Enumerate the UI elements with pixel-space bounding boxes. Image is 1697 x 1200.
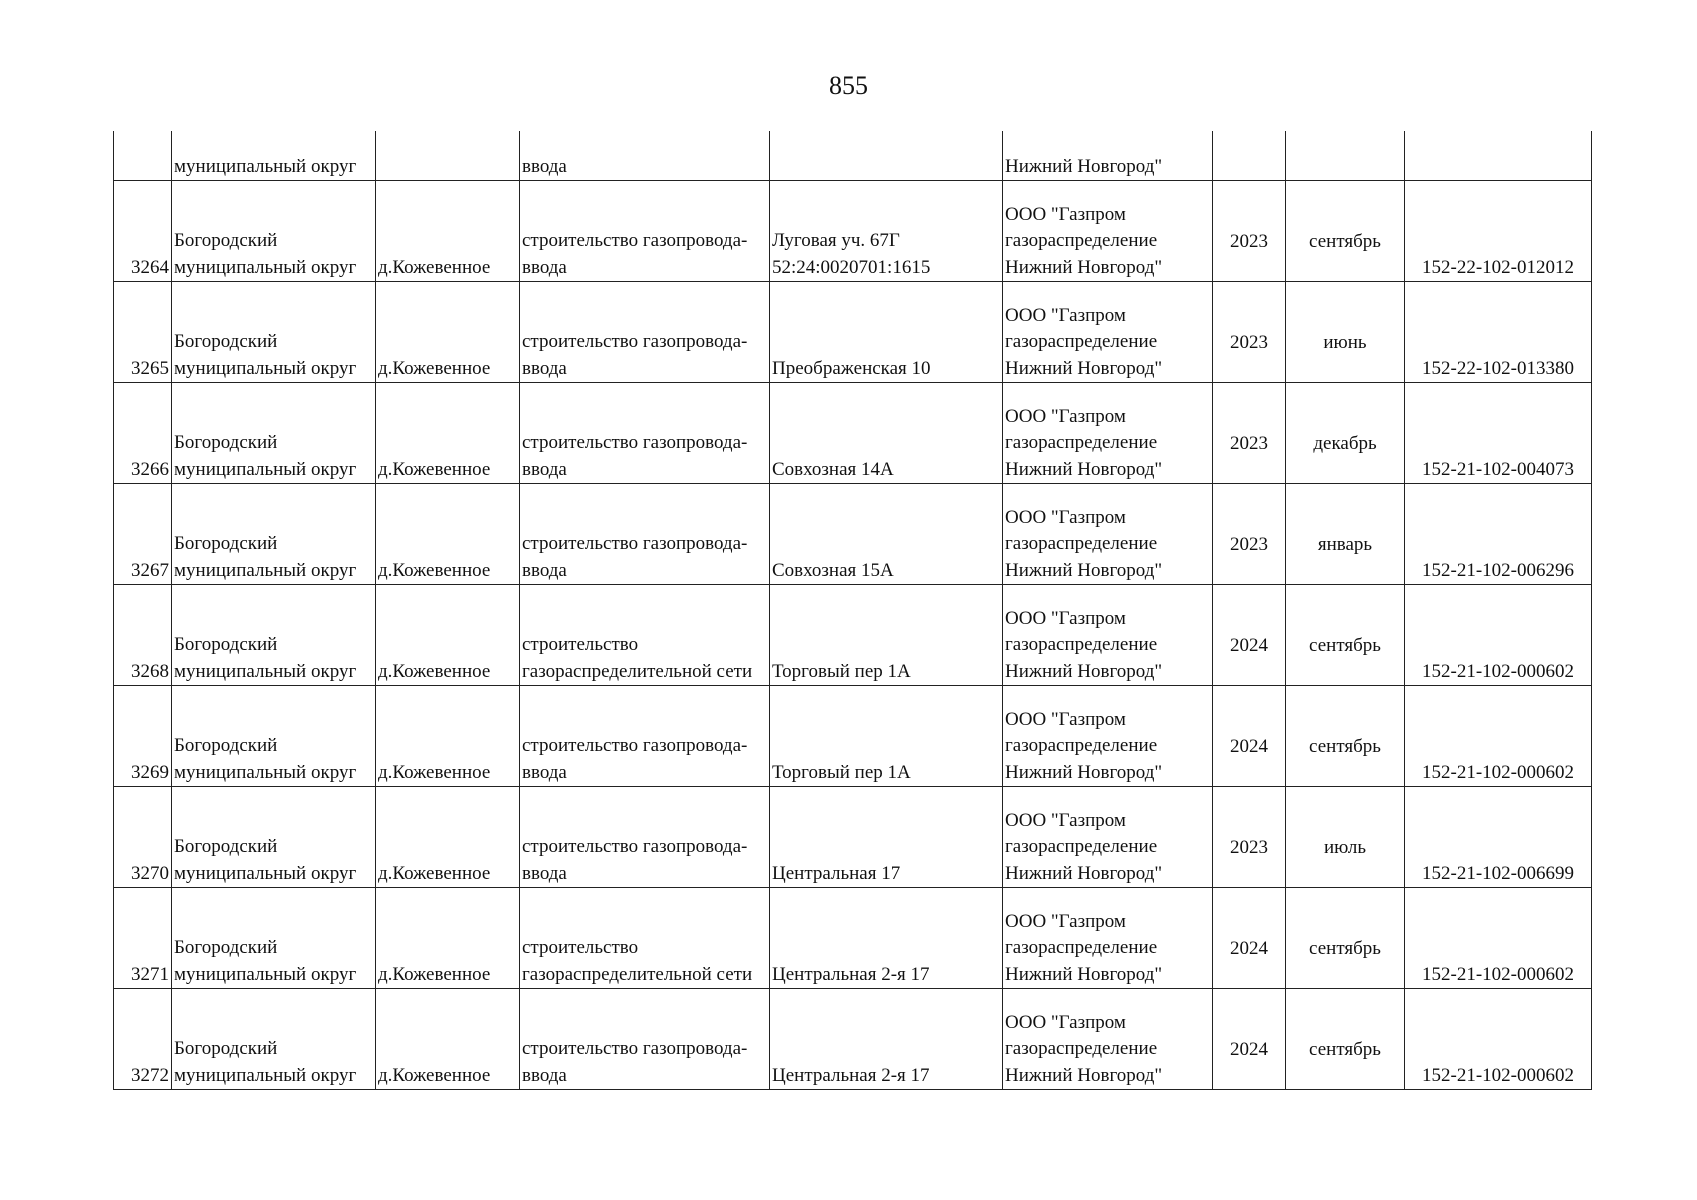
work-line: строительство газопровода-: [522, 735, 748, 756]
cell-district: [172, 131, 376, 181]
address-line: Торговый пер 1А: [772, 660, 911, 682]
table-row: [114, 282, 1592, 383]
cell-locality: д.Кожевенное: [376, 383, 520, 484]
cell-organization: [1003, 787, 1213, 888]
org-line: ООО "Газпром: [1005, 809, 1126, 831]
cell-work-type: [520, 484, 770, 585]
district-line: Богородский: [174, 634, 278, 655]
cell-code: [1405, 989, 1592, 1090]
cell-organization: [1003, 686, 1213, 787]
month-value: сентябрь: [1309, 1038, 1381, 1060]
district-line: муниципальный округ: [174, 559, 357, 581]
org-line: Нижний Новгород": [1005, 155, 1163, 177]
cell-month: [1286, 484, 1405, 585]
month-value: сентябрь: [1309, 735, 1381, 757]
work-line: строительство газопровода-: [522, 1038, 748, 1059]
address-line: Луговая уч. 67Г: [772, 230, 900, 251]
cell-year: [1213, 686, 1286, 787]
cell-organization: [1003, 585, 1213, 686]
continued-row: [114, 131, 1592, 181]
year-value: 2023: [1230, 533, 1268, 555]
code-value: 152-21-102-004073: [1422, 458, 1574, 480]
work-line: ввода: [522, 559, 567, 581]
district-line: муниципальный округ: [174, 256, 357, 278]
table-row: [114, 787, 1592, 888]
cell-district: [172, 383, 376, 484]
cell-locality: д.Кожевенное: [376, 686, 520, 787]
cell-code: [1405, 484, 1592, 585]
cell-work-type: [520, 181, 770, 282]
district-line: муниципальный округ: [174, 1064, 357, 1086]
org-line: ООО "Газпром: [1005, 506, 1126, 528]
cell-year: [1213, 585, 1286, 686]
district-line: муниципальный округ: [174, 862, 357, 884]
org-line: Нижний Новгород": [1005, 963, 1163, 985]
cell-year: [1213, 888, 1286, 989]
code-value: 152-21-102-000602: [1422, 761, 1574, 783]
cell-organization: [1003, 181, 1213, 282]
cell-work-type: [520, 888, 770, 989]
org-line: Нижний Новгород": [1005, 660, 1163, 682]
cell-work-type: [520, 131, 770, 181]
org-line: газораспределение: [1005, 331, 1158, 352]
cell-district: [172, 787, 376, 888]
table-row: [114, 585, 1592, 686]
cell-number: 3264: [114, 181, 172, 282]
cell-year: [1213, 131, 1286, 181]
cell-code: [1405, 686, 1592, 787]
work-line: строительство: [522, 937, 639, 958]
org-line: Нижний Новгород": [1005, 761, 1163, 783]
cell-organization: [1003, 888, 1213, 989]
org-line: ООО "Газпром: [1005, 910, 1126, 932]
code-value: 152-21-102-000602: [1422, 963, 1574, 985]
cell-organization: [1003, 989, 1213, 1090]
cell-code: [1405, 383, 1592, 484]
table-body: [114, 131, 1592, 1090]
district-line: Богородский: [174, 735, 278, 756]
cell-locality: д.Кожевенное: [376, 282, 520, 383]
work-line: строительство: [522, 634, 639, 655]
cell-work-type: [520, 686, 770, 787]
year-value: 2023: [1230, 331, 1268, 353]
work-line: ввода: [522, 256, 567, 278]
cell-month: [1286, 131, 1405, 181]
cell-number: 3266: [114, 383, 172, 484]
cell-month: [1286, 686, 1405, 787]
org-line: ООО "Газпром: [1005, 1011, 1126, 1033]
org-line: Нижний Новгород": [1005, 1064, 1163, 1086]
cell-locality: д.Кожевенное: [376, 787, 520, 888]
org-line: газораспределение: [1005, 735, 1158, 756]
code-value: 152-22-102-012012: [1422, 256, 1574, 278]
code-value: 152-22-102-013380: [1422, 357, 1574, 379]
cell-month: [1286, 383, 1405, 484]
org-line: газораспределение: [1005, 533, 1158, 554]
address-line: Центральная 17: [772, 862, 901, 884]
cell-number: [114, 131, 172, 181]
work-line: ввода: [522, 357, 567, 379]
org-line: ООО "Газпром: [1005, 304, 1126, 326]
cell-organization: [1003, 383, 1213, 484]
cell-year: [1213, 787, 1286, 888]
org-line: ООО "Газпром: [1005, 607, 1126, 629]
cell-address: [770, 686, 1003, 787]
district-line: Богородский: [174, 331, 278, 352]
org-line: газораспределение: [1005, 836, 1158, 857]
table-row: [114, 686, 1592, 787]
cell-code: [1405, 131, 1592, 181]
org-line: газораспределение: [1005, 634, 1158, 655]
cell-organization: [1003, 484, 1213, 585]
cell-organization: [1003, 282, 1213, 383]
cell-district: [172, 282, 376, 383]
cell-work-type: [520, 282, 770, 383]
cell-code: [1405, 585, 1592, 686]
cell-number: 3268: [114, 585, 172, 686]
district-line: муниципальный округ: [174, 761, 357, 783]
org-line: Нижний Новгород": [1005, 862, 1163, 884]
month-value: январь: [1317, 533, 1373, 555]
cell-code: [1405, 888, 1592, 989]
address-line: Торговый пер 1А: [772, 761, 911, 783]
cell-code: [1405, 282, 1592, 383]
org-line: Нижний Новгород": [1005, 256, 1163, 278]
work-line: строительство газопровода-: [522, 432, 748, 453]
org-line: газораспределение: [1005, 1038, 1158, 1059]
cell-locality: д.Кожевенное: [376, 181, 520, 282]
cell-organization: [1003, 131, 1213, 181]
org-line: ООО "Газпром: [1005, 405, 1126, 427]
org-line: газораспределение: [1005, 937, 1158, 958]
work-line: ввода: [522, 155, 567, 177]
district-line: муниципальный округ: [174, 458, 357, 480]
work-line: ввода: [522, 761, 567, 783]
table-row: [114, 484, 1592, 585]
cell-address: [770, 181, 1003, 282]
cell-number: 3272: [114, 989, 172, 1090]
work-line: ввода: [522, 458, 567, 480]
org-line: ООО "Газпром: [1005, 708, 1126, 730]
cell-work-type: [520, 383, 770, 484]
year-value: 2023: [1230, 230, 1268, 252]
gasification-registry-table: [113, 131, 1592, 1090]
district-line: муниципальный округ: [174, 357, 357, 379]
cell-number: 3271: [114, 888, 172, 989]
work-line: строительство газопровода-: [522, 836, 748, 857]
cell-address: [770, 282, 1003, 383]
cell-year: [1213, 383, 1286, 484]
month-value: июль: [1323, 836, 1367, 858]
district-line: Богородский: [174, 836, 278, 857]
cell-month: [1286, 989, 1405, 1090]
cell-year: [1213, 181, 1286, 282]
month-value: сентябрь: [1309, 634, 1381, 656]
cell-address: [770, 585, 1003, 686]
district-line: Богородский: [174, 432, 278, 453]
cell-work-type: [520, 989, 770, 1090]
cell-address: [770, 131, 1003, 181]
org-line: Нижний Новгород": [1005, 559, 1163, 581]
work-line: газораспределительной сети: [522, 660, 753, 682]
code-value: 152-21-102-000602: [1422, 660, 1574, 682]
cell-number: 3267: [114, 484, 172, 585]
table-row: [114, 383, 1592, 484]
cell-locality: д.Кожевенное: [376, 888, 520, 989]
address-line: Преображенская 10: [772, 357, 931, 379]
year-value: 2024: [1230, 937, 1268, 959]
district-line: муниципальный округ: [174, 963, 357, 985]
cell-district: [172, 484, 376, 585]
cell-address: [770, 484, 1003, 585]
cell-district: [172, 686, 376, 787]
cell-month: [1286, 888, 1405, 989]
page-number: 855: [829, 71, 868, 100]
cell-district: [172, 585, 376, 686]
org-line: ООО "Газпром: [1005, 203, 1126, 225]
year-value: 2023: [1230, 836, 1268, 858]
cell-number: 3265: [114, 282, 172, 383]
cell-work-type: [520, 585, 770, 686]
cell-address: [770, 383, 1003, 484]
address-line: Центральная 2-я 17: [772, 1064, 930, 1086]
address-line: Совхозная 14А: [772, 458, 894, 480]
year-value: 2023: [1230, 432, 1268, 454]
cell-district: [172, 989, 376, 1090]
code-value: 152-21-102-006296: [1422, 559, 1574, 581]
address-line: 52:24:0020701:1615: [772, 256, 931, 278]
month-value: декабрь: [1313, 432, 1377, 454]
work-line: строительство газопровода-: [522, 230, 748, 251]
code-value: 152-21-102-006699: [1422, 862, 1574, 884]
org-line: Нижний Новгород": [1005, 458, 1163, 480]
work-line: ввода: [522, 862, 567, 884]
address-line: Совхозная 15А: [772, 559, 894, 581]
work-line: ввода: [522, 1064, 567, 1086]
year-value: 2024: [1230, 634, 1268, 656]
cell-locality: д.Кожевенное: [376, 989, 520, 1090]
district-line: муниципальный округ: [174, 155, 357, 177]
org-line: Нижний Новгород": [1005, 357, 1163, 379]
cell-district: [172, 888, 376, 989]
cell-address: [770, 787, 1003, 888]
org-line: газораспределение: [1005, 432, 1158, 453]
cell-locality: д.Кожевенное: [376, 585, 520, 686]
address-line: Центральная 2-я 17: [772, 963, 930, 985]
year-value: 2024: [1230, 1038, 1268, 1060]
cell-year: [1213, 282, 1286, 383]
cell-year: [1213, 484, 1286, 585]
table-row: [114, 888, 1592, 989]
year-value: 2024: [1230, 735, 1268, 757]
org-line: газораспределение: [1005, 230, 1158, 251]
cell-month: [1286, 282, 1405, 383]
work-line: строительство газопровода-: [522, 533, 748, 554]
cell-district: [172, 181, 376, 282]
month-value: сентябрь: [1309, 230, 1381, 252]
work-line: строительство газопровода-: [522, 331, 748, 352]
table-row: [114, 181, 1592, 282]
month-value: июнь: [1323, 331, 1367, 353]
cell-number: 3269: [114, 686, 172, 787]
cell-address: [770, 888, 1003, 989]
cell-address: [770, 989, 1003, 1090]
cell-month: [1286, 787, 1405, 888]
table-row: [114, 989, 1592, 1090]
work-line: газораспределительной сети: [522, 963, 753, 985]
cell-locality: д.Кожевенное: [376, 484, 520, 585]
month-value: сентябрь: [1309, 937, 1381, 959]
cell-locality: [376, 131, 520, 181]
cell-year: [1213, 989, 1286, 1090]
cell-work-type: [520, 787, 770, 888]
district-line: Богородский: [174, 230, 278, 251]
district-line: Богородский: [174, 1038, 278, 1059]
district-line: Богородский: [174, 533, 278, 554]
cell-code: [1405, 181, 1592, 282]
code-value: 152-21-102-000602: [1422, 1064, 1574, 1086]
district-line: Богородский: [174, 937, 278, 958]
cell-number: 3270: [114, 787, 172, 888]
district-line: муниципальный округ: [174, 660, 357, 682]
cell-month: [1286, 181, 1405, 282]
cell-month: [1286, 585, 1405, 686]
cell-code: [1405, 787, 1592, 888]
